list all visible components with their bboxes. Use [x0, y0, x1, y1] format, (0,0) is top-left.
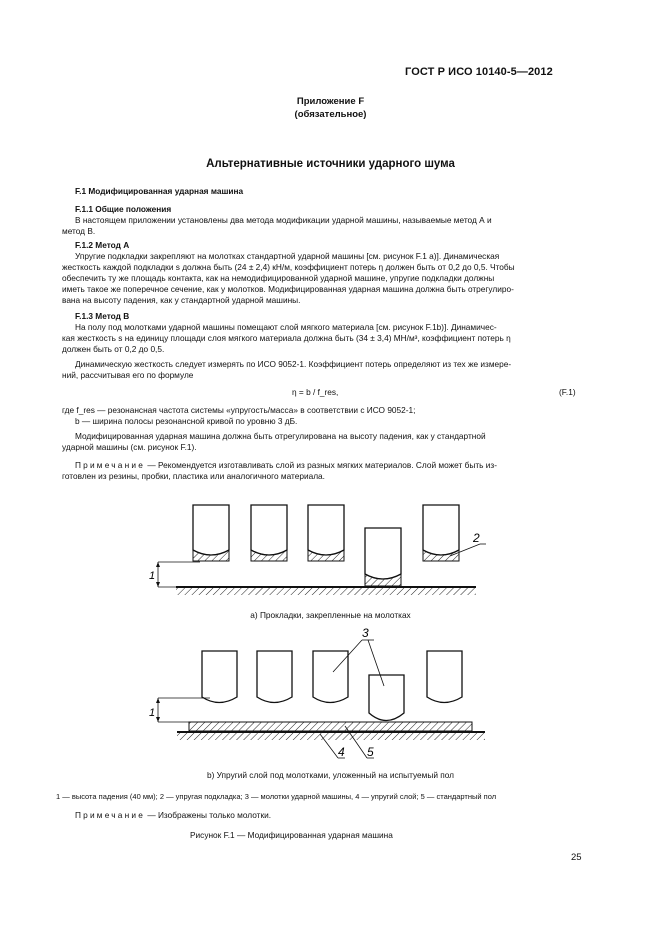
f12-line-1: Упругие подкладки закрепляют на молотках стандартной ударной машины [см. рисунок F.1 а)]. Динамическая [75, 251, 500, 261]
dyn-line-1: Динамическую жесткость следует измерять по ИСО 9052-1. Коэффициент потерь определяют из тех же измере- [75, 359, 512, 369]
section-f13-heading: F.1.3 Метод В [75, 311, 130, 321]
callout-2: 2 [473, 531, 480, 545]
hammer-2 [251, 505, 287, 561]
figure-legend: 1 — высота падения (40 мм); 2 — упругая подкладка; 3 — молотки ударной машины, 4 — упругий слой; 5 — стандартный пол [56, 792, 497, 801]
hammer-b3 [313, 651, 348, 703]
formula: η = b / f_res, [292, 387, 339, 397]
f11-line-2: метод В. [62, 226, 96, 236]
note-1-label: Примечание [75, 460, 146, 470]
hammer-4-impact [365, 528, 401, 586]
note-2-text: — Изображены только молотки. [147, 810, 272, 820]
mod-line-2: ударной машины (см. рисунок F.1). [62, 442, 197, 452]
figure-title: Рисунок F.1 — Модифицированная ударная машина [190, 830, 393, 840]
f12-line-2: жесткость каждой подкладки s должна быть (24 ± 2,4) кН/м, коэффициент потерь η должен быть от 0,2 до 0,5. Чтобы [62, 262, 515, 272]
note-1 [75, 460, 497, 471]
f12-line-4: иметь такое же поперечное сечение, как у молотков. Модифицированная ударная машина должна быть отрегулиро- [62, 284, 514, 294]
soft-layer [189, 722, 472, 731]
hammer-b5 [427, 651, 462, 703]
hammer-b2 [257, 651, 292, 703]
figure-a-caption: а) Прокладки, закрепленные на молотках [250, 610, 411, 620]
f12-line-3: обеспечить ту же площадь контакта, как на немодифицированной ударной машине, упругие подкладки должны [62, 273, 495, 283]
hammer-5 [423, 505, 459, 561]
document-header: ГОСТ Р ИСО 10140-5—2012 [405, 66, 553, 78]
figure-b-diagram [140, 624, 500, 764]
page-number: 25 [571, 852, 582, 863]
section-f12-heading: F.1.2 Метод А [75, 240, 130, 250]
hammer-b1 [202, 651, 237, 703]
hammer-3 [308, 505, 344, 561]
floor-hatch-b [177, 733, 485, 740]
note-1-text: — Рекомендуется изготавливать слой из разных мягких материалов. Слой может быть из- [147, 460, 497, 470]
figure-a-diagram [140, 498, 490, 606]
figure-b-caption: b) Упругий слой под молотками, уложенный на испытуемый пол [206, 770, 455, 780]
f11-line-1: В настоящем приложении установлены два метода модификации ударной машины, называемые метод А и [75, 215, 492, 225]
where-line-2: b — ширина полосы резонансной кривой по уровню 3 дБ. [75, 416, 298, 426]
mod-line-1: Модифицированная ударная машина должна быть отрегулирована на высоту падения, как у стандартной [75, 431, 486, 441]
callout-4: 4 [338, 745, 345, 759]
section-f1-heading: F.1 Модифицированная ударная машина [75, 186, 244, 196]
hammer-1 [193, 505, 229, 561]
f12-line-5: вана на высоту падения, как у стандартной ударной машины. [62, 295, 301, 305]
where-line-1: где f_res — резонансная частота системы «упругость/масса» в соответствии с ИСО 9052-1; [62, 405, 416, 415]
page-title: Альтернативные источники ударного шума [206, 158, 455, 170]
note-2 [75, 810, 271, 821]
f13-line-3: должен быть от 0,2 до 0,5. [62, 344, 165, 354]
callout-3: 3 [362, 626, 369, 640]
hammer-b4-impact [369, 675, 404, 721]
section-f11-heading: F.1.1 Общие положения [75, 204, 172, 214]
note-2-label: Примечание [75, 810, 146, 820]
callout-1-b: 1 [149, 707, 156, 719]
formula-number: (F.1) [559, 387, 576, 397]
note-1-line-2: готовлен из резины, пробки, пластика или аналогичного материала. [62, 471, 325, 481]
callout-1: 1 [149, 570, 156, 582]
callout-5: 5 [367, 745, 374, 759]
annex-status: (обязательное) [294, 109, 367, 120]
annex-title: Приложение F [296, 96, 365, 107]
f13-line-1: На полу под молотками ударной машины помещают слой мягкого материала [см. рисунок F.1b)]. Динамичес- [75, 322, 497, 332]
dyn-line-2: ний, рассчитывая его по формуле [62, 370, 194, 380]
floor-hatch [176, 588, 476, 595]
f13-line-2: кая жесткость s на единицу площади слоя мягкого материала должна быть (34 ± 3,4) МН/м³, коэффициент потерь η [62, 333, 511, 343]
